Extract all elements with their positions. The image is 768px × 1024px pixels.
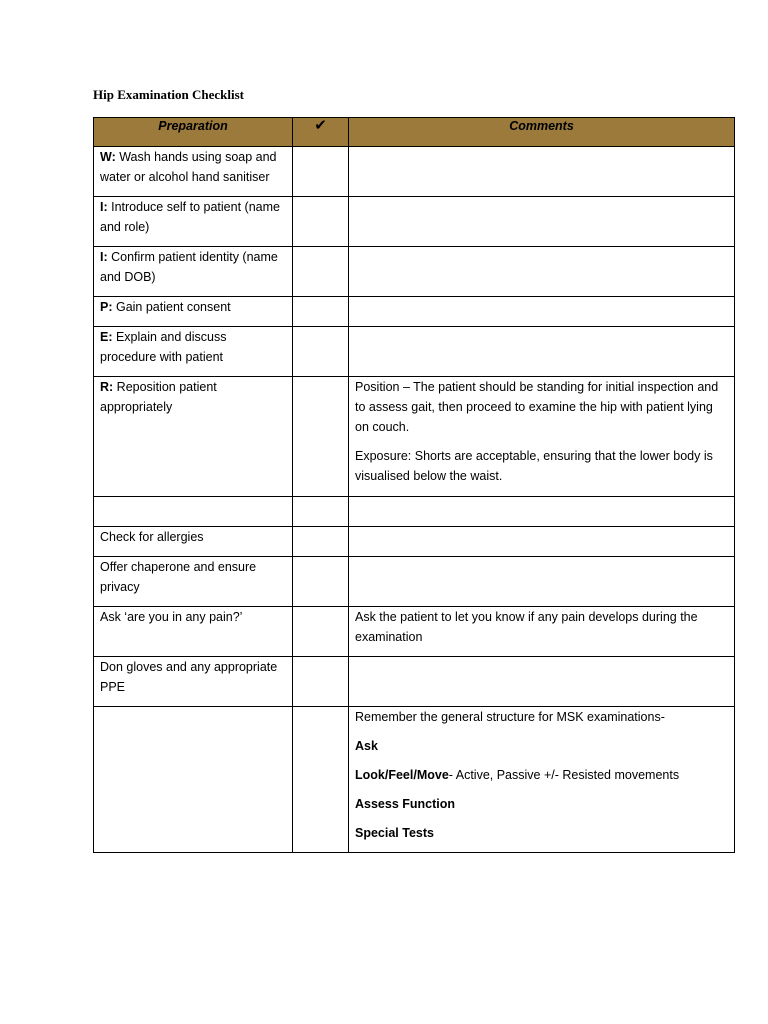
comment-paragraph [355, 736, 728, 756]
comment-text: Remember the general structure for MSK examinations- [355, 710, 665, 724]
header-check-icon: ✔ [293, 118, 349, 147]
comment-paragraph [355, 377, 728, 437]
preparation-cell [94, 527, 293, 557]
check-cell[interactable] [293, 557, 349, 607]
preparation-cell [94, 607, 293, 657]
step-text: Offer chaperone and ensure privacy [100, 560, 257, 594]
check-cell[interactable] [293, 297, 349, 327]
step-text: Check for allergies [100, 530, 204, 544]
step-text: Reposition patient appropriately [100, 380, 217, 414]
preparation-cell [94, 497, 293, 527]
comment-bold: Special Tests [355, 826, 434, 840]
preparation-cell [94, 197, 293, 247]
check-cell[interactable] [293, 327, 349, 377]
table-row [94, 707, 735, 853]
comment-text: - Active, Passive +/- Resisted movements [448, 768, 680, 782]
comments-cell [349, 657, 735, 707]
step-text: Gain patient consent [112, 300, 231, 314]
comments-cell [349, 707, 735, 853]
step-key: I: [100, 200, 108, 214]
check-cell[interactable] [293, 497, 349, 527]
comments-cell [349, 497, 735, 527]
step-key: W: [100, 150, 116, 164]
comment-paragraph [355, 765, 728, 785]
preparation-cell [94, 557, 293, 607]
comment-bold: Look/Feel/Move [355, 768, 449, 782]
checklist-table [93, 117, 735, 853]
step-text: Explain and discuss procedure with patient [100, 330, 227, 364]
step-text: Introduce self to patient (name and role) [100, 200, 280, 234]
table-row [94, 557, 735, 607]
comment-paragraph [355, 823, 728, 843]
check-cell[interactable] [293, 377, 349, 497]
check-cell[interactable] [293, 657, 349, 707]
check-cell[interactable] [293, 247, 349, 297]
comment-paragraph [355, 446, 728, 486]
comments-cell [349, 147, 735, 197]
comment-text: Ask the patient to let you know if any pain develops during the examination [355, 610, 698, 644]
step-key: E: [100, 330, 113, 344]
preparation-cell [94, 147, 293, 197]
preparation-cell [94, 707, 293, 853]
check-cell[interactable] [293, 147, 349, 197]
check-cell[interactable] [293, 607, 349, 657]
check-cell[interactable] [293, 707, 349, 853]
comments-cell [349, 557, 735, 607]
header-comments: Comments [349, 118, 735, 147]
comment-paragraph [355, 607, 728, 647]
preparation-cell [94, 327, 293, 377]
table-row [94, 527, 735, 557]
comment-paragraph [355, 794, 728, 814]
comments-cell [349, 377, 735, 497]
header-row [94, 118, 735, 147]
comment-paragraph [355, 707, 728, 727]
table-row [94, 327, 735, 377]
step-text: Confirm patient identity (name and DOB) [100, 250, 278, 284]
preparation-cell [94, 657, 293, 707]
preparation-cell [94, 377, 293, 497]
page-title: Hip Examination Checklist [93, 87, 244, 102]
header-preparation: Preparation [94, 118, 293, 147]
step-text: Wash hands using soap and water or alcohol hand sanitiser [100, 150, 277, 184]
preparation-cell [94, 297, 293, 327]
table-row [94, 297, 735, 327]
check-cell[interactable] [293, 527, 349, 557]
step-key: I: [100, 250, 108, 264]
table-row [94, 197, 735, 247]
table-row [94, 147, 735, 197]
comments-cell [349, 607, 735, 657]
comment-text: Position – The patient should be standing for initial inspection and to assess gait, then proceed to examine the hip with patient lying on couch. [355, 380, 719, 434]
check-cell[interactable] [293, 197, 349, 247]
step-key: R: [100, 380, 114, 394]
comments-cell [349, 327, 735, 377]
step-text: Don gloves and any appropriate PPE [100, 660, 278, 694]
comments-cell [349, 297, 735, 327]
comments-cell [349, 197, 735, 247]
comment-bold: Assess Function [355, 797, 456, 811]
table-row [94, 657, 735, 707]
table-row [94, 607, 735, 657]
table-row [94, 497, 735, 527]
step-key: P: [100, 300, 113, 314]
comment-bold: Ask [355, 739, 378, 753]
preparation-cell [94, 247, 293, 297]
comment-text: Exposure: Shorts are acceptable, ensuring that the lower body is visualised below the waist. [355, 449, 713, 483]
table-row [94, 247, 735, 297]
step-text: Ask ‘are you in any pain?’ [100, 610, 243, 624]
comments-cell [349, 247, 735, 297]
table-row [94, 377, 735, 497]
comments-cell [349, 527, 735, 557]
